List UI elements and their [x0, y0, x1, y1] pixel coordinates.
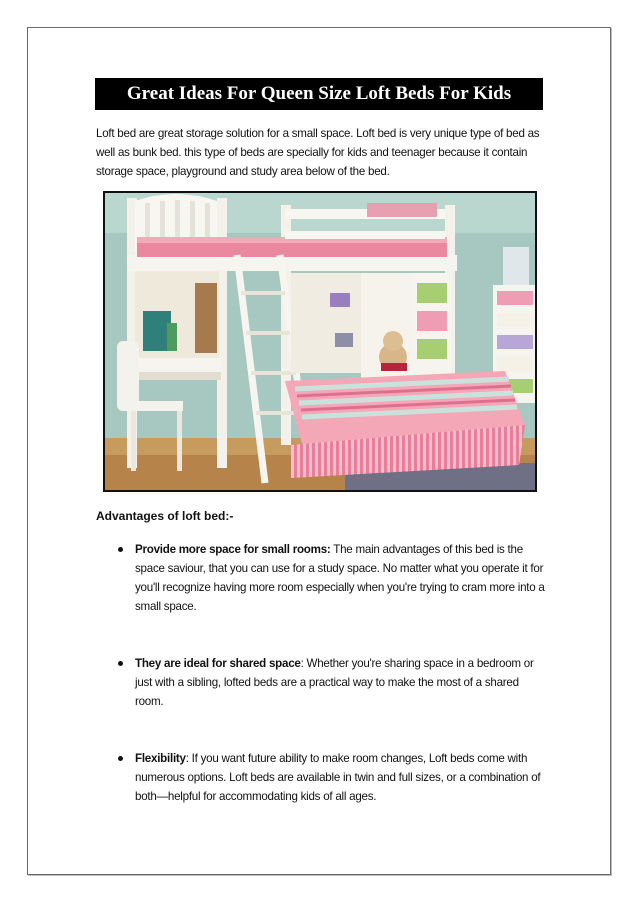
advantages-list: [96, 540, 548, 806]
list-item: [96, 540, 548, 616]
intro-paragraph: Loft bed are great storage solution for a small space. Loft bed is very unique type of bed as well as bunk bed. this type of beds are specially for kids and teenager because it contain storage space, playground and study area below of the bed.: [96, 127, 540, 178]
advantages-heading: Advantages of loft bed:-: [96, 509, 234, 523]
advantage-text: The main advantages of this bed is the space saviour, that you can use for a study space. No matter what you operate it for you'll recognize having more room especially when you're trying to cram more into a small space.: [135, 543, 545, 613]
document-title: Great Ideas For Queen Size Loft Beds For Kids: [95, 78, 543, 110]
advantage-term: Provide more space for small rooms:: [135, 543, 331, 556]
advantage-text: : If you want future ability to make room changes, Loft beds come with numerous options. Loft beds are available in twin and full sizes, or a combination of both—helpful for accommodating kids of all ages.: [135, 752, 541, 803]
advantage-term: Flexibility: [135, 752, 186, 765]
list-item: [96, 654, 548, 711]
loft-bed-photo: [103, 191, 537, 492]
advantage-term: They are ideal for shared space: [135, 657, 301, 670]
list-item: [96, 749, 548, 806]
advantage-text: : Whether you're sharing space in a bedroom or just with a sibling, lofted beds are a practical way to make the most of a shared room.: [135, 657, 534, 708]
